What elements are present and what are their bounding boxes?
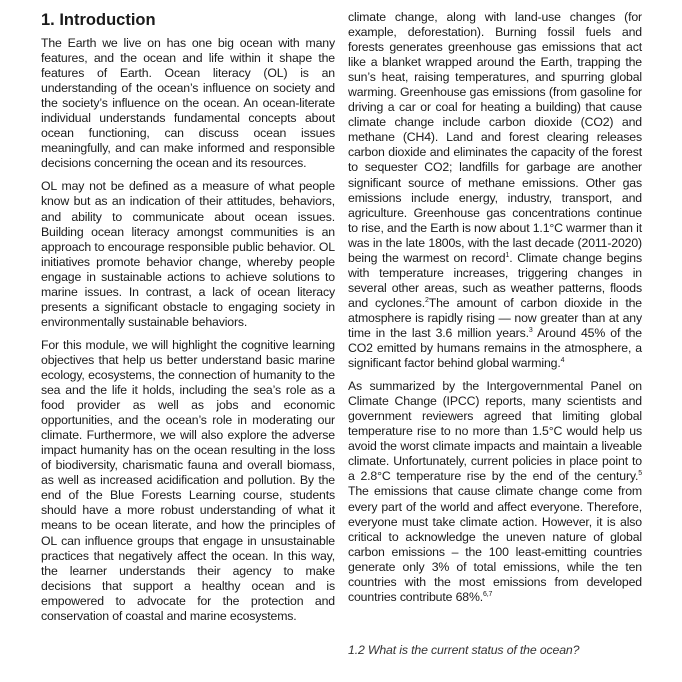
paragraph-ocean-literacy-definition: The Earth we live on has one big ocean with many features, and the ocean and life within it shape the features of Earth. Ocean literacy (OL) is an understanding of the ocean’s influence on society and the society’s influence on the ocean. An ocean-literate individual understands fundamental concepts about ocean functioning, can discuss ocean issues meaningfully, and can make informed and responsible decisions concerning the ocean and its resources.	[41, 36, 335, 171]
left-column	[41, 0, 335, 632]
footnote-ref-1[interactable]: 1	[505, 251, 510, 259]
footnote-ref-2[interactable]: 2	[424, 296, 429, 304]
subsection-heading: 1.2 What is the current status of the ocean?	[348, 642, 580, 657]
paragraph-module-objectives: For this module, we will highlight the cognitive learning objectives that help us better understand basic marine ecology, ecosystems, the connection of humanity to the sea and the life it holds, including the sea’s role as a food provider as well as jobs and economic opportunities, and the ocean’s role in moderating our climate. Furthermore, we will also explore the adverse impact humanity has on the ocean resulting in the loss of biodiversity, charismatic fauna and overall biomass, as well as increased acidification and pollution. By the end of the Blue Forests Learning course, students should have a more robust understanding of what it means to be ocean literate, and how the principles of OL can influence groups that engage in unsustainable practices that negatively affect the ocean. In this way, the learner understands their agency to make decisions that support a healthy ocean and is empowered to advocate for the protection and conservation of coastal and marine ecosystems.	[41, 337, 335, 623]
paragraph-ol-behavior: OL may not be defined as a measure of what people know but as an indication of their attitudes, behaviors, and ability to communicate about ocean issues. Building ocean literacy amongst communities is an approach to encourage responsible public behavior. OL initiatives promote behavior change, whereby people engage in sustainable actions to achieve solutions to marine issues. In contrast, a lack of ocean literacy presents a significant obstacle to engaging society in environmentally sustainable behaviors.	[41, 179, 335, 329]
text-segment: The emissions that cause climate change come from every part of the world and affect everyone. Therefore, everyone must take climate action. However, it is also critical to acknowledge the uneven nature of global carbon emissions – the 100 least-emitting countries generate only 3% of total emissions, while the ten countries with the most emissions from developed countries contribute 68%.	[348, 484, 642, 604]
paragraph-climate-change	[348, 10, 642, 371]
text-segment: climate change, along with land-use changes (for example, deforestation). Burning fossil fuels and forests generates greenhouse gas emissions that act like a blanket wrapped around the Earth, trapping the sun’s heat, raising temperatures, and spurring global warming. Greenhouse gas emissions (from gasoline for driving a car or coal for heating a building) that cause climate change include carbon dioxide (CO2) and methane (CH4). Land and forest clearing releases carbon dioxide and eliminates the capacity of the forest to sequester CO2; landfills for garbage are another significant source of methane emissions. Other gas emissions include energy, industry, transport, and agriculture. Greenhouse gas concentrations continue to rise, and the Earth is now about 1.1°C warmer than it was in the late 1800s, with the last decade (2011-2020) being the warmest on record	[348, 10, 642, 265]
footnote-ref-5[interactable]: 5	[638, 470, 642, 478]
text-segment: The amount of carbon dioxide in the atmosphere is rapidly rising — now greater than at any time in the last 3.6 million years.	[348, 295, 642, 340]
footnote-ref-6-7[interactable]: 6,7	[483, 590, 493, 598]
footnote-ref-3[interactable]: 3	[528, 326, 533, 334]
right-column	[348, 10, 642, 658]
paragraph-ipcc	[348, 379, 642, 605]
footnote-ref-4[interactable]: 4	[560, 356, 565, 364]
text-segment: As summarized by the Intergovernmental Panel on Climate Change (IPCC) reports, many scientists and government reviewers agreed that limiting global temperature rise to no more than 1.5°C would help us avoid the worst climate impacts and maintain a liveable climate. Unfortunately, current policies in place point to a 2.8°C temperature rise by the end of the century.	[348, 379, 642, 484]
text-segment: Around 45% of the CO2 emitted by humans remains in the atmosphere, a significant factor behind global warming.	[348, 325, 642, 371]
section-heading: 1. Introduction	[41, 11, 156, 29]
text-segment: . Climate change begins with temperature increases, triggering changes in several other areas, such as weather patterns, floods and cyclones.	[348, 250, 642, 310]
